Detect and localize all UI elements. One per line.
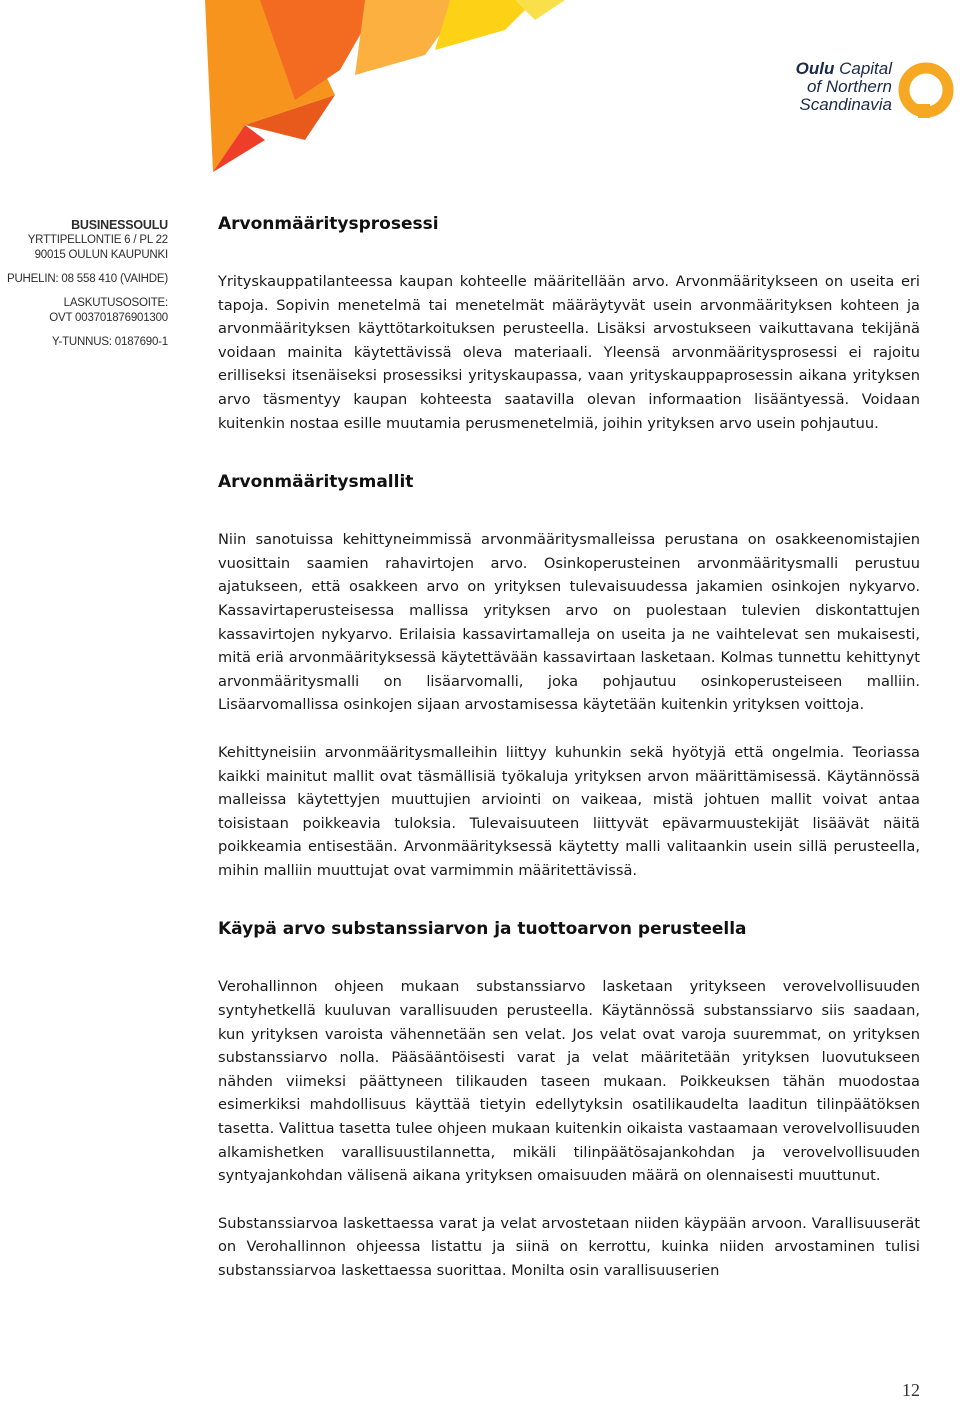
phone: PUHELIN: 08 558 410 (VAIHDE)	[6, 273, 168, 285]
paragraph: Niin sanotuissa kehittyneimmissä arvonmääritysmalleissa perustana on osakkeenomistajien vuosittain saamien rahavirtojen arvo. Osinkoperusteinen arvonmääritysmalli perustuu ajatukseen, että osakkeen arvo on yrityksen tulevaisuudessa jakamien osinkojen nykyarvo. Kassavirtaperusteisessa mallissa yrityksen arvo on puolestaan tulevien diskontattujen kassavirtojen nykyarvo. Erilaisia kassavirtamalleja on useita ja ne vaihtelevat sen mukaisesti, mitä eriä arvonmäärityksessä käytettävään kassavirtaan lasketaan. Kolmas tunnettu kehittynyt arvonmääritysmalli on lisäarvomalli, joka pohjautuu osinkoperusteiseen malliin. Lisäarvomallissa osinkojen sijaan arvostamisessa käytetään kuitenkin yrityksen voittoja.	[218, 531, 920, 714]
document-body	[218, 212, 920, 1283]
logo-line1-bold: Oulu	[795, 59, 835, 78]
section-heading: Käypä arvo substanssiarvon ja tuottoarvon perusteella	[218, 919, 747, 940]
business-id: Y-TUNNUS: 0187690-1	[52, 336, 168, 348]
brand-graphic	[205, 0, 565, 175]
contact-sidebar	[0, 218, 168, 350]
logo-mark-icon	[896, 60, 956, 120]
logo-text	[780, 60, 892, 114]
billing-ovt: OVT 003701876901300	[49, 312, 168, 324]
page-number: 12	[902, 1380, 920, 1400]
paragraph: Substanssiarvoa laskettaessa varat ja velat arvostetaan niiden käypään arvoon. Varallisuuserät on Verohallinnon ohjeessa listattu ja siinä on kerrottu, kuinka niiden arvostaminen tulisi substanssiarvoa laskettaessa suorittaa. Monilta osin varallisuuserien	[218, 1214, 920, 1279]
address-line-1: YRTTIPELLONTIE 6 / PL 22	[27, 234, 168, 246]
paragraph: Verohallinnon ohjeen mukaan substanssiarvo lasketaan yritykseen verovelvollisuuden syntyhetkellä kuuluvan varallisuuden perusteella. Käytännössä substanssiarvo siis saadaan, kun yrityksen varoista vähennetään sen velat. Jos velat ovat varoja suuremmat, on yrityksen substanssiarvo nolla. Pääsääntöisesti varat ja velat määritetään yrityksen luovutukseen nähden viimeksi päättyneen tilikauden taseen mukaan. Poikkeuksen tähän muodostaa esimerkiksi mahdollisuus käyttää tietyin edellytyksin osatilikaudelta laaditun tilinpäätöksen tasetta. Valittua tasetta tulee ohjeen mukaan kuitenkin oikaista vastaamaan verovelvollisuuden alkamishetken varallisuustilannetta, mikäli tilinpäätösajankohdan ja verovelvollisuuden syntyajankohdan välisenä aikana yrityksen omaisuuden määrä on olennaisesti muuttunut.	[218, 978, 920, 1185]
logo-line2: of Northern	[806, 77, 892, 96]
billing-label: LASKUTUSOSOITE:	[63, 297, 168, 309]
address-line-2: 90015 OULUN KAUPUNKI	[34, 249, 168, 261]
org-name: BUSINESSOULU	[71, 218, 168, 232]
city-logo	[780, 58, 960, 128]
section-heading: Arvonmääritysmallit	[218, 472, 414, 493]
logo-line3: Scandinavia	[799, 95, 892, 114]
section-heading: Arvonmääritysprosessi	[218, 214, 439, 234]
paragraph: Kehittyneisiin arvonmääritysmalleihin liittyy kuhunkin sekä hyötyjä että ongelmia. Teoriassa kaikki mainitut mallit ovat täsmällisiä työkaluja yrityksen arvon määrittämisessä. Käytännössä malleissa käytettyjen muuttujien arviointi on vaikeaa, mistä johtuen mallit voivat antaa toisistaan poikkeavia tuloksia. Tulevaisuuteen liittyvät epävarmuustekijät lisäävät näitä poikkeamia entisestään. Arvonmäärityksessä käytetty malli valitaankin usein sillä perusteella, mihin malliin muuttujat ovat varmimmin määritettävissä.	[218, 743, 920, 879]
logo-line1-rest: Capital	[834, 59, 892, 78]
paragraph: Yrityskauppatilanteessa kaupan kohteelle määritellään arvo. Arvonmääritykseen on useita eri tapoja. Sopivin menetelmä tai menetelmät määräytyvät usein arvonmäärityksen kohteen ja arvonmäärityksen käyttötarkoituksen perusteella. Lisäksi arvostukseen vaikuttavana tekijänä voidaan mainita käytettävissä oleva materiaali. Yleensä arvonmääritysprosessi ei rajoitu erilliseksi itsenäiseksi prosessiksi yrityskaupassa, vaan yrityskauppaprosessin aikana yrityksen arvo täsmentyy kaupan kohteesta saatavilla olevan informaation lisääntyessä. Voidaan kuitenkin nostaa esille muutamia perusmenetelmiä, joihin yrityksen arvo usein pohjautuu.	[218, 273, 920, 432]
